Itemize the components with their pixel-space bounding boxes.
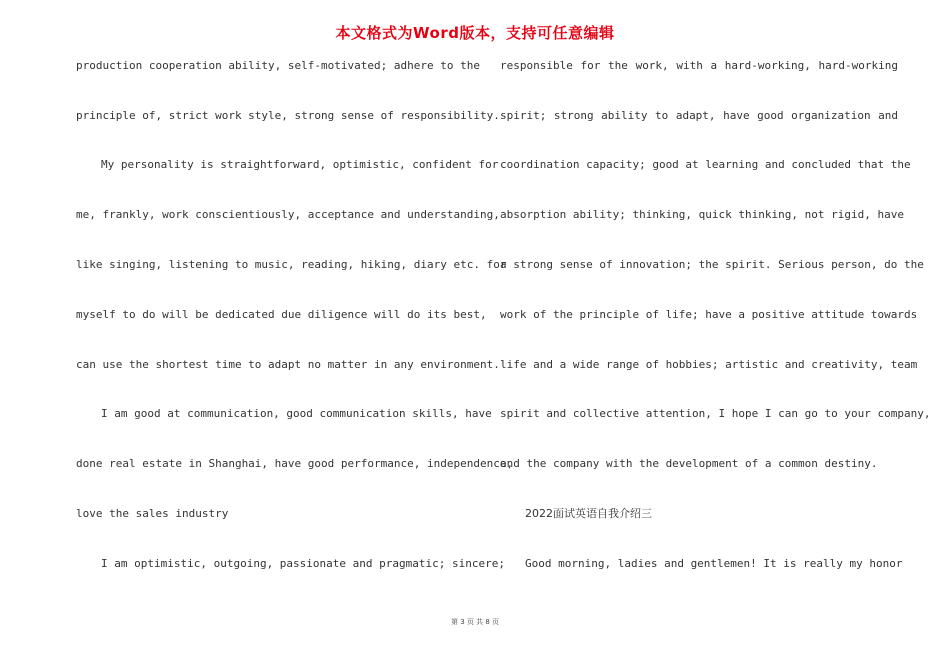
text-line: a strong sense of innovation; the spirit. Serious person, do the bbox=[500, 258, 924, 271]
text-line: work of the principle of life; have a positive attitude towards bbox=[500, 308, 918, 321]
text-line: and the company with the development of a common destiny. bbox=[500, 457, 878, 470]
text-line: absorption ability; thinking, quick thinking, not rigid, have bbox=[500, 208, 904, 221]
text-line: Good morning, ladies and gentlemen! It is really my honor bbox=[525, 557, 903, 570]
text-line: spirit and collective attention, I hope I can go to your company, bbox=[500, 407, 931, 420]
text-line: spirit; strong ability to adapt, have good organization and bbox=[500, 109, 898, 122]
text-line: life and a wide range of hobbies; artistic and creativity, team bbox=[500, 358, 918, 371]
text-line: can use the shortest time to adapt no matter in any environment. bbox=[76, 358, 500, 371]
format-banner: 本文格式为Word版本，支持可任意编辑 bbox=[335, 24, 615, 42]
text-line: me, frankly, work conscientiously, acceptance and understanding, bbox=[76, 208, 500, 221]
text-line: myself to do will be dedicated due diligence will do its best, bbox=[76, 308, 487, 321]
text-line: love the sales industry bbox=[76, 507, 229, 520]
text-line: coordination capacity; good at learning and concluded that the bbox=[500, 158, 911, 171]
text-line: I am good at communication, good communication skills, have bbox=[101, 407, 492, 420]
text-line: like singing, listening to music, reading, hiking, diary etc. for bbox=[76, 258, 507, 271]
text-line: responsible for the work, with a hard-working, hard-working bbox=[500, 59, 898, 72]
text-line: principle of, strict work style, strong sense of responsibility. bbox=[76, 109, 500, 122]
page-number: 第 3 页 共 8 页 bbox=[450, 618, 500, 626]
text-line: My personality is straightforward, optimistic, confident for bbox=[101, 158, 499, 171]
section-heading: 2022面试英语自我介绍三 bbox=[525, 507, 652, 520]
text-line: done real estate in Shanghai, have good performance, independence, bbox=[76, 457, 514, 470]
text-line: I am optimistic, outgoing, passionate and pragmatic; sincere; bbox=[101, 557, 505, 570]
text-line: production cooperation ability, self-motivated; adhere to the bbox=[76, 59, 480, 72]
